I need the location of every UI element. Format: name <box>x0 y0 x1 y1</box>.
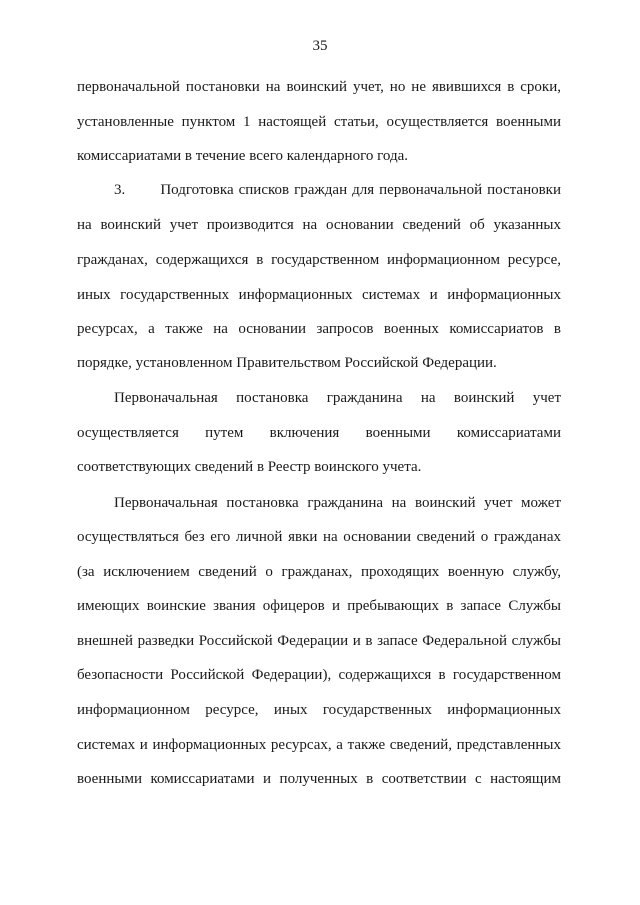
text-line: первоначальной постановки на воинский учет, но не явившихся в сроки, <box>77 79 561 95</box>
text-line: безопасности Российской Федерации), содержащихся в государственном <box>77 667 561 683</box>
text-line: установленные пунктом 1 настоящей статьи, осуществляется военными <box>77 114 561 130</box>
text-line: иных государственных информационных системах и информационных <box>77 287 561 303</box>
text-line: информационном ресурсе, иных государственных информационных <box>77 702 561 718</box>
text-line: военными комиссариатами и полученных в соответствии с настоящим <box>77 771 561 787</box>
text-line: (за исключением сведений о гражданах, проходящих военную службу, <box>77 564 561 580</box>
text-line: осуществляться без его личной явки на основании сведений о гражданах <box>77 529 561 545</box>
text-line: комиссариатами в течение всего календарного года. <box>77 148 408 164</box>
text-line: Первоначальная постановка гражданина на воинский учет может <box>114 495 561 511</box>
text-line: гражданах, содержащихся в государственном информационном ресурсе, <box>77 252 561 268</box>
text-line: Первоначальная постановка гражданина на воинский учет <box>114 390 561 406</box>
page-number: 35 <box>312 38 328 54</box>
text-line: имеющих воинские звания офицеров и пребывающих в запасе Службы <box>77 598 561 614</box>
text-line: осуществляется путем включения военными комиссариатами <box>77 425 561 441</box>
text-line: порядке, установленном Правительством Российской Федерации. <box>77 355 497 371</box>
text-line: ресурсах, а также на основании запросов военных комиссариатов в <box>77 321 561 337</box>
text-line: соответствующих сведений в Реестр воинского учета. <box>77 459 422 475</box>
text-line: на воинский учет производится на основании сведений об указанных <box>77 217 561 233</box>
text-line: системах и информационных ресурсах, а также сведений, представленных <box>77 737 561 753</box>
text-line: внешней разведки Российской Федерации и в запасе Федеральной службы <box>77 633 561 649</box>
text-line: 3. Подготовка списков граждан для первоначальной постановки <box>114 182 561 198</box>
